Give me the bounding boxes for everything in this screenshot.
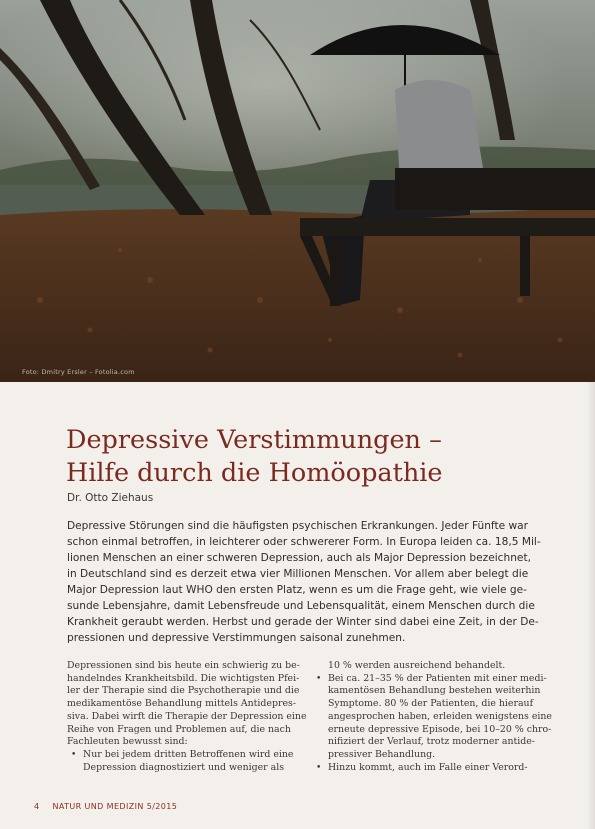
bullet-continuation: erneute depressive Episode, bei 10–20 % chro- [328, 723, 552, 735]
title-line-2: Hilfe durch die Homöopathie [66, 458, 443, 488]
body-column-left [67, 660, 307, 774]
bullet-continuation: Symptome. 80 % der Patienten, die hierauf [328, 698, 534, 710]
page-footer [34, 802, 177, 811]
article-author: Dr. Otto Ziehaus [67, 492, 154, 504]
header-photo [0, 0, 595, 382]
body-line: medikamentöse Behandlung mittels Antidepres- [67, 698, 296, 710]
bullet-item [67, 749, 295, 762]
body-line: handelndes Krankheitsbild. Die wichtigsten Pfei- [67, 672, 300, 684]
body-line: ler der Therapie sind die Psychotherapie und die [67, 685, 300, 697]
lead-line: in Deutschland sind es derzeit etwa vier Millionen Menschen. Vor allem aber belegt die [67, 568, 529, 580]
lead-line: Depressive Störungen sind die häufigsten psychischen Erkrankungen. Jeder Fünfte war [67, 520, 529, 532]
magazine-name: NATUR UND MEDIZIN 5/2015 [52, 802, 178, 811]
bullet-text: Bei ca. 21–35 % der Patienten mit einer medi- [328, 672, 547, 684]
lead-line: Krankheit geraubt werden. Herbst und gerade der Winter sind dabei eine Zeit, in der De- [67, 616, 539, 628]
bullet-continuation: nifiziert der Verlauf, trotz moderner antide- [328, 736, 535, 748]
bullet-text: Nur bei jedem dritten Betroffenen wird eine [83, 748, 294, 760]
bullet-continuation: kamentösen Behandlung bestehen weiterhin [328, 685, 541, 697]
lead-line: Major Depression laut WHO den ersten Platz, wenn es um die Frage geht, wie viele ge- [67, 584, 527, 596]
bullet-continuation: pressiver Behandlung. [328, 748, 436, 760]
bullet-continuation: angesprochen haben, erleiden wenigstens eine [328, 710, 552, 722]
bullet-continuation: Depression diagnostiziert und weniger als [83, 761, 285, 773]
lead-line: sunde Lebensjahre, damit Lebensfreude und Lebensqualität, einem Menschen durch die [67, 600, 535, 612]
lead-line: schon einmal betroffen, in leichterer oder schwererer Form. In Europa leiden ca. 18,5 Mil- [67, 536, 541, 548]
body-line: Depressionen sind bis heute ein schwierig zu be- [67, 660, 300, 671]
bullet-text: Hinzu kommt, auch im Falle einer Verord- [328, 761, 528, 773]
bullet-icon: • [71, 749, 77, 760]
bullet-continuation: 10 % werden ausreichend behandelt. [328, 660, 506, 671]
body-line: siva. Dabei wirft die Therapie der Depression eine [67, 710, 307, 722]
photo-credit: Foto: Dmitry Ersler – Fotolia.com [22, 368, 135, 376]
bullet-icon: • [316, 673, 322, 684]
lead-line: pressionen und depressive Verstimmungen saisonal zunehmen. [67, 632, 406, 644]
lead-paragraph [67, 518, 545, 646]
bullet-item [312, 762, 540, 775]
page-edge-shadow [587, 382, 595, 829]
body-line: Reihe von Fragen und Problemen auf, die nach [67, 723, 291, 735]
bullet-item [312, 672, 547, 686]
title-line-1: Depressive Verstimmungen – [66, 425, 442, 455]
article-title [66, 424, 546, 490]
park-bench-umbrella-photo [0, 0, 595, 382]
page-number: 4 [34, 802, 40, 811]
lead-line: lionen Menschen an einer schweren Depression, auch als Major Depression bezeichnet, [67, 552, 531, 564]
bullet-icon: • [316, 762, 322, 773]
body-column-right [312, 660, 552, 774]
body-line: Fachleuten bewusst sind: [67, 736, 188, 748]
